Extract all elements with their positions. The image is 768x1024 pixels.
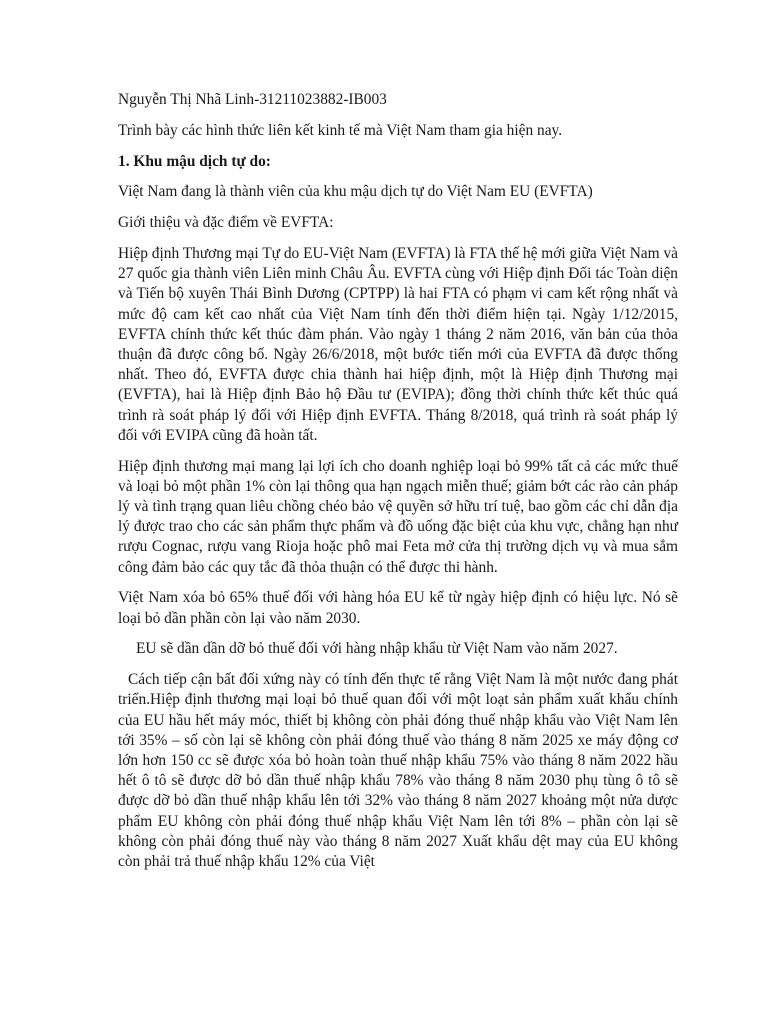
document-body — [118, 90, 678, 883]
paragraph-eu-tariffs: EU sẽ dần dần dỡ bỏ thuế đối với hàng nhập khẩu từ Việt Nam vào năm 2027. — [136, 640, 618, 658]
paragraph-asymmetric-approach: Cách tiếp cận bất đối xứng này có tính đến thực tế rằng Việt Nam là một nước đang phát triển.Hiệp định thương mại loại bỏ thuế quan đối với một loạt sản phẩm xuất khẩu chính của EU hầu hết máy móc, thiết bị không còn phải đóng thuế nhập khẩu vào Việt Nam lên tới 35% – số còn lại sẽ không còn phải đóng thuế vào tháng 8 năm 2025 xe máy động cơ lớn hơn 150 cc sẽ được xóa bỏ hoàn toàn thuế nhập khẩu 75% vào tháng 8 năm 2022 hầu hết ô tô sẽ được dỡ bỏ dần thuế nhập khẩu 78% vào tháng 8 năm 2030 phụ tùng ô tô sẽ được dỡ bỏ dần thuế nhập khẩu lên tới 32% vào tháng 8 năm 2027 khoảng một nửa dược phẩm EU không còn phải đóng thuế nhập khẩu Việt Nam lên tới 8% – phần còn lại sẽ không còn phải đóng thuế này vào tháng 8 năm 2027 Xuất khẩu dệt may của EU không còn phải trả thuế nhập khẩu 12% của Việt — [118, 671, 678, 871]
membership-text: Việt Nam đang là thành viên của khu mậu dịch tự do Việt Nam EU (EVFTA) — [118, 183, 593, 201]
paragraph-trade-benefits: Hiệp định thương mại mang lại lợi ích cho doanh nghiệp loại bỏ 99% tất cả các mức thuế và loại bỏ một phần 1% còn lại thông qua hạn ngạch miễn thuế; giảm bớt các rào cản pháp lý và tình trạng quan liêu chồng chéo bảo vệ quyền sở hữu trí tuệ, bao gồm các chỉ dẫn địa lý được trao cho các sản phẩm thực phẩm và đồ uống đặc biệt của khu vực, chẳng hạn như rượu Cognac, rượu vang Rioja hoặc phô mai Feta mở cửa thị trường dịch vụ và mua sắm công đảm bảo các quy tắc đã thỏa thuận có thể được thi hành. — [118, 457, 678, 576]
paragraph-vietnam-tariffs: Việt Nam xóa bỏ 65% thuế đối với hàng hóa EU kể từ ngày hiệp định có hiệu lực. Nó sẽ loại bỏ dần phần còn lại vào năm 2030. — [118, 589, 678, 627]
paragraph-evfta-history: Hiệp định Thương mại Tự do EU-Việt Nam (EVFTA) là FTA thế hệ mới giữa Việt Nam và 27 quốc gia thành viên Liên minh Châu Âu. EVFTA cùng với Hiệp định Đối tác Toàn diện và Tiến bộ xuyên Thái Bình Dương (CPTPP) là hai FTA có phạm vi cam kết rộng nhất và mức độ cam kết cao nhất của Việt Nam tính đến thời điểm hiện tại. Ngày 1/12/2015, EVFTA chính thức kết thúc đàm phán. Vào ngày 1 tháng 2 năm 2016, văn bản của thỏa thuận đã được công bố. Ngày 26/6/2018, một bước tiến mới của EVFTA đã được thống nhất. Theo đó, EVFTA được chia thành hai hiệp định, một là Hiệp định Thương mại (EVFTA), hai là Hiệp định Bảo hộ Đầu tư (EVIPA); đồng thời chính thức kết thúc quá trình rà soát pháp lý đối với Hiệp định EVFTA. Tháng 8/2018, quá trình rà soát pháp lý đối với EVIPA cũng đã hoàn tất. — [118, 244, 678, 444]
intro-heading: Giới thiệu và đặc điểm về EVFTA: — [118, 214, 334, 232]
question-text: Trình bày các hình thức liên kết kinh tế mà Việt Nam tham gia hiện nay. — [118, 121, 563, 139]
author-line: Nguyễn Thị Nhã Linh-31211023882-IB003 — [118, 91, 387, 108]
section-heading: 1. Khu mậu dịch tự do: — [118, 152, 271, 170]
